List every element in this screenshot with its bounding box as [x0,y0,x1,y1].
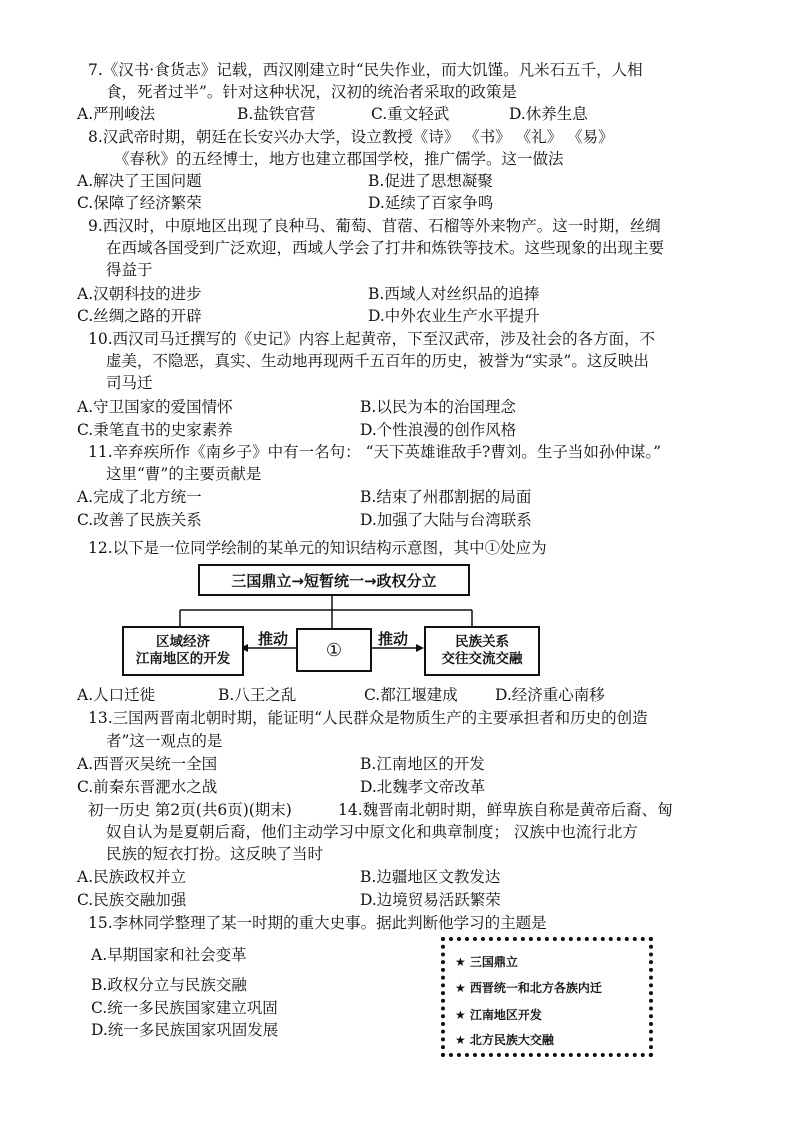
q8-option-b[interactable]: B.促进了思想凝聚 [368,172,493,190]
q7-option-d[interactable]: D.休养生息 [509,105,588,123]
q8-option-a[interactable]: A.解决了王国问题 [77,172,202,190]
diagram-right-line2: 交往交流交融 [441,651,523,667]
q15-option-a[interactable]: A.早期国家和社会变革 [91,946,247,964]
page-footer: 初一历史 第2页(共6页)(期末) [88,801,292,819]
q15-option-c[interactable]: C.统一多民族国家建立巩固 [91,999,278,1017]
q13-option-d[interactable]: D.北魏孝文帝改革 [360,778,486,796]
q12-option-a[interactable]: A.人口迁徙 [77,686,156,704]
q7-option-c[interactable]: C.重文轻武 [371,105,450,123]
q7-option-a[interactable]: A.严刑峻法 [77,105,156,123]
diagram-right-box [424,626,540,676]
q15-option-b[interactable]: B.政权分立与民族交融 [91,976,247,994]
q9-stem-line1: 9.西汉时，中原地区出现了良种马、葡萄、苜蓿、石榴等外来物产。这一时期，丝绸 [88,217,661,235]
q7-stem-line2: 食，死者过半”。针对这种状况，汉初的统治者采取的政策是 [106,83,517,101]
q10-option-a[interactable]: A.守卫国家的爱国情怀 [77,398,233,416]
q9-option-b[interactable]: B.西域人对丝织品的追捧 [368,285,540,303]
q14-option-c[interactable]: C.民族交融加强 [77,891,187,909]
q9-option-a[interactable]: A.汉朝科技的进步 [77,285,202,303]
diagram-left-line2: 江南地区的开发 [135,651,231,667]
q14-stem-line2: 奴自认为是夏朝后裔，他们主动学习中原文化和典章制度； 汉族中也流行北方 [106,823,638,841]
q11-option-a[interactable]: A.完成了北方统一 [77,488,202,506]
diagram-center-box [296,628,372,672]
q15-stem-line1: 15.李林同学整理了某一时期的重大史事。据此判断他学习的主题是 [88,914,547,932]
q8-option-d[interactable]: D.延续了百家争鸣 [368,194,494,212]
q9-option-d[interactable]: D.中外农业生产水平提升 [368,307,540,325]
diagram-left-box [122,626,244,676]
q12-option-c[interactable]: C.都江堰建成 [364,686,458,704]
q8-option-c[interactable]: C.保障了经济繁荣 [77,194,202,212]
q9-stem-line3: 得益于 [106,261,153,279]
q10-stem-line3: 司马迁 [106,374,153,392]
q8-stem-line2: 《春秋》的五经博士，地方也建立郡国学校，推广儒学。这一做法 [114,150,564,168]
q7-option-b[interactable]: B.盐铁官营 [237,105,316,123]
diagram-push-right-label: 推动 [378,630,409,648]
q13-option-b[interactable]: B.江南地区的开发 [360,755,485,773]
q9-stem-line2: 在西域各国受到广泛欢迎，西域人学会了打井和炼铁等技术。这些现象的出现主要 [106,239,665,257]
event-item-3: ★ 江南地区开发 [455,1008,542,1022]
q13-stem-line1: 13.三国两晋南北朝时期，能证明“人民群众是物质生产的主要承担者和历史的创造 [88,709,648,727]
diagram-top-text: 三国鼎立→短暂统一→政权分立 [231,571,437,590]
q14-option-b[interactable]: B.边疆地区文教发达 [360,868,501,886]
diagram-left-line1: 区域经济 [156,634,210,650]
event-item-2: ★ 西晋统一和北方各族内迁 [455,981,602,995]
q9-option-c[interactable]: C.丝绸之路的开辟 [77,307,202,325]
q10-stem-line2: 虚美，不隐恶，真实、生动地再现两千五百年的历史，被誉为“实录”。这反映出 [106,352,649,370]
q14-stem-line3: 民族的短衣打扮。这反映了当时 [106,845,324,863]
event-item-4: ★ 北方民族大交融 [455,1033,554,1047]
history-events-box [441,937,653,1057]
q12-option-b[interactable]: B.八王之乱 [218,686,297,704]
q13-option-c[interactable]: C.前秦东晋淝水之战 [77,778,218,796]
q14-option-d[interactable]: D.边境贸易活跃繁荣 [360,891,501,909]
q14-stem-line1: 14.魏晋南北朝时期，鲜卑族自称是黄帝后裔、匈 [338,801,673,819]
event-item-1: ★ 三国鼎立 [455,955,518,969]
q10-option-c[interactable]: C.秉笔直书的史家素养 [77,421,233,439]
knowledge-structure-diagram [120,562,523,680]
q8-stem-line1: 8.汉武帝时期，朝廷在长安兴办大学，设立教授《诗》 《书》 《礼》 《易》 [88,128,614,146]
diagram-right-line1: 民族关系 [455,634,509,650]
q11-option-b[interactable]: B.结束了州郡割据的局面 [360,488,532,506]
q12-option-d[interactable]: D.经济重心南移 [495,686,605,704]
q14-option-a[interactable]: A.民族政权并立 [77,868,187,886]
q13-stem-line2: 者”这一观点的是 [106,732,223,750]
q10-option-d[interactable]: D.个性浪漫的创作风格 [360,421,517,439]
q10-stem-line1: 10.西汉司马迁撰写的《史记》内容上起黄帝，下至汉武帝，涉及社会的各方面，不 [88,330,656,348]
q11-option-c[interactable]: C.改善了民族关系 [77,511,202,529]
diagram-push-left-label: 推动 [258,630,289,648]
q13-option-a[interactable]: A.西晋灭吴统一全国 [77,755,218,773]
diagram-center-marker: ① [325,639,343,661]
q11-stem-line1: 11.辛弃疾所作《南乡子》中有一名句： “天下英雄谁敌手?曹刘。生子当如孙仲谋。” [88,443,661,461]
q15-option-d[interactable]: D.统一多民族国家巩固发展 [91,1021,279,1039]
q12-stem-line1: 12.以下是一位同学绘制的某单元的知识结构示意图，其中①处应为 [88,539,547,557]
q11-stem-line2: 这里“曹”的主要贡献是 [106,465,262,483]
q10-option-b[interactable]: B.以民为本的治国理念 [360,398,516,416]
q11-option-d[interactable]: D.加强了大陆与台湾联系 [360,511,532,529]
q7-stem-line1: 7.《汉书·食货志》记载，西汉刚建立时“民失作业，而大饥馑。凡米石五千，人相 [88,61,643,79]
